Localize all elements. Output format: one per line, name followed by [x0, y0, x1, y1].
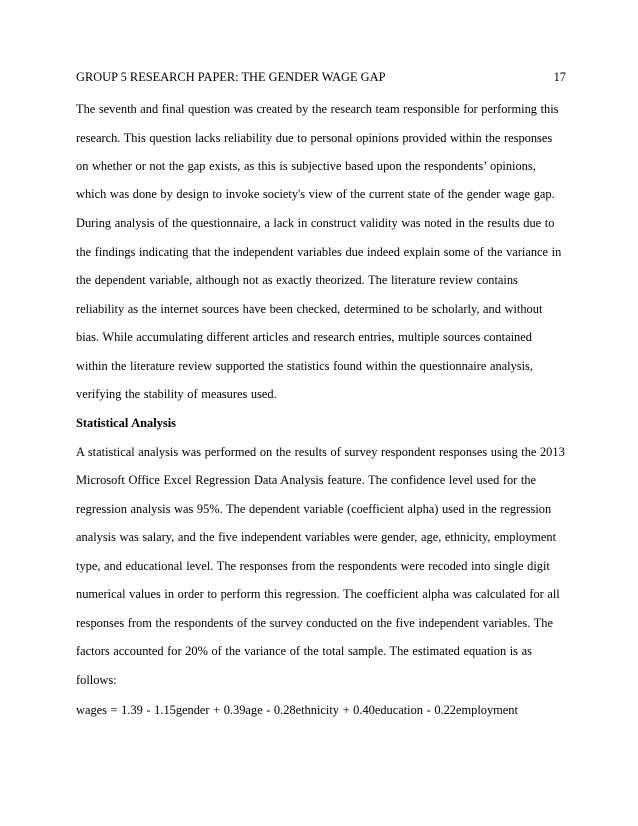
body-line: During analysis of the questionnaire, a lack in construct validity was noted in the results due to [76, 216, 555, 230]
body-line: which was done by design to invoke society's view of the current state of the gender wage gap. [76, 187, 555, 201]
body-line: follows: [76, 673, 117, 687]
body-line: The seventh and final question was created by the research team responsible for performing this [76, 102, 559, 116]
body-line: the findings indicating that the independent variables due indeed explain some of the variance in [76, 245, 562, 259]
body-line: the dependent variable, although not as exactly theorized. The literature review contains [76, 273, 518, 287]
body-line: responses from the respondents of the survey conducted on the five independent variables. The [76, 616, 553, 630]
section-heading: Statistical Analysis [76, 416, 176, 430]
body-line: Microsoft Office Excel Regression Data Analysis feature. The confidence level used for the [76, 473, 537, 487]
body-line: analysis was salary, and the five independent variables were gender, age, ethnicity, employment [76, 530, 557, 544]
body-line: type, and educational level. The responses from the respondents were recoded into single digit [76, 559, 550, 573]
header-title: GROUP 5 RESEARCH PAPER: THE GENDER WAGE GAP [76, 70, 386, 84]
body-line: reliability as the internet sources have been checked, determined to be scholarly, and without [76, 302, 543, 316]
body-line: verifying the stability of measures used. [76, 387, 277, 401]
regression-equation: wages = 1.39 - 1.15gender + 0.39age - 0.28ethnicity + 0.40education - 0.22employment [76, 703, 518, 717]
body-line: bias. While accumulating different articles and research entries, multiple sources contained [76, 330, 532, 344]
page-number: 17 [553, 70, 566, 84]
body-line: on whether or not the gap exists, as this is subjective based upon the respondents’ opinions, [76, 159, 536, 173]
body-line: numerical values in order to perform this regression. The coefficient alpha was calculated for all [76, 587, 560, 601]
body-line: factors accounted for 20% of the variance of the total sample. The estimated equation is as [76, 644, 532, 658]
body-line: A statistical analysis was performed on the results of survey respondent responses using the 2013 [76, 445, 565, 459]
body-line: within the literature review supported the statistics found within the questionnaire analysis, [76, 359, 533, 373]
body-line: research. This question lacks reliability due to personal opinions provided within the responses [76, 131, 553, 145]
body-line: regression analysis was 95%. The dependent variable (coefficient alpha) used in the regression [76, 502, 552, 516]
